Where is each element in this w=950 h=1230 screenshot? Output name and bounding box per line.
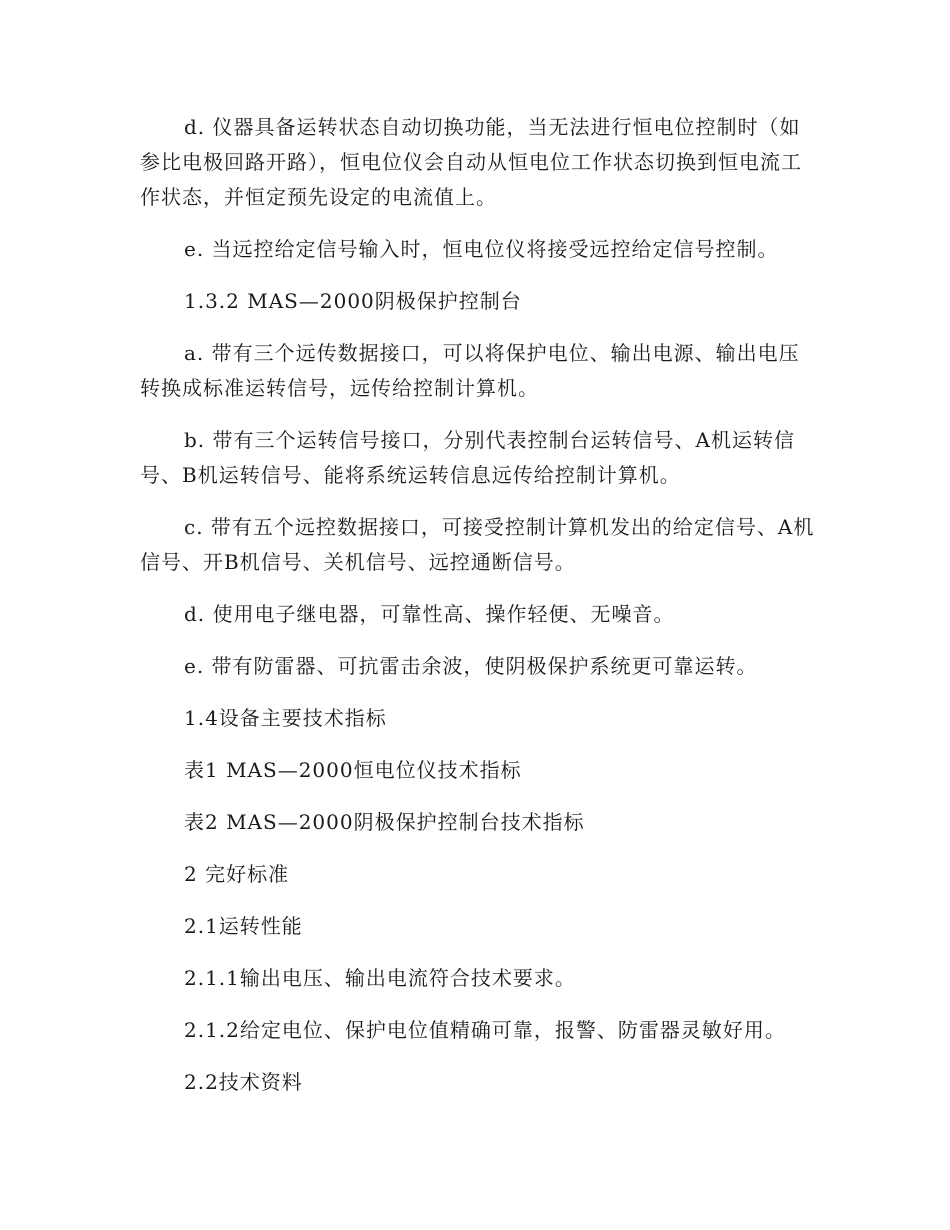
paragraph-e-remote-control: e. 当远控给定信号输入时，恒电位仪将接受远控给定信号控制。 xyxy=(184,237,779,261)
section-heading-1-4: 1.4设备主要技术指标 xyxy=(184,706,387,730)
paragraph-d-electronic-relay: d. 使用电子继电器，可靠性高、操作轻便、无噪音。 xyxy=(184,602,675,626)
paragraph-e-lightning-protector: e. 带有防雷器、可抗雷击余波，使阴极保护系统更可靠运转。 xyxy=(184,654,758,678)
item-2-1-2: 2.1.2给定电位、保护电位值精确可靠，报警、防雷器灵敏好用。 xyxy=(184,1018,786,1042)
paragraph-d-auto-switch: d. 仪器具备运转状态自动切换功能，当无法进行恒电位控制时（如参比电极回路开路），恒电位仪会自动从恒电位工作状态切换到恒电流工作状态，并恒定预先设定的电流值上。 xyxy=(140,115,802,209)
document-body xyxy=(140,110,820,1117)
paragraph-a-remote-data: a. 带有三个远传数据接口，可以将保护电位、输出电源、输出电压转换成标准运转信号，远传给控制计算机。 xyxy=(140,341,800,400)
paragraph-b-run-signal: b. 带有三个运转信号接口，分别代表控制台运转信号、A机运转信号、B机运转信号、能将系统运转信息远传给控制计算机。 xyxy=(140,428,795,487)
table-caption-1: 表1 MAS—2000恒电位仪技术指标 xyxy=(184,758,522,782)
section-heading-2-1: 2.1运转性能 xyxy=(184,914,303,938)
section-heading-2-2: 2.2技术资料 xyxy=(184,1070,303,1094)
item-2-1-1: 2.1.1输出电压、输出电流符合技术要求。 xyxy=(184,966,576,990)
section-heading-1-3-2: 1.3.2 MAS—2000阴极保护控制台 xyxy=(184,289,522,313)
paragraph-c-remote-control-data: c. 带有五个远控数据接口，可接受控制计算机发出的给定信号、A机信号、开B机信号、关机信号、远控通断信号。 xyxy=(140,515,815,574)
section-heading-2: 2 完好标准 xyxy=(184,862,290,886)
table-caption-2: 表2 MAS—2000阴极保护控制台技术指标 xyxy=(184,810,585,834)
